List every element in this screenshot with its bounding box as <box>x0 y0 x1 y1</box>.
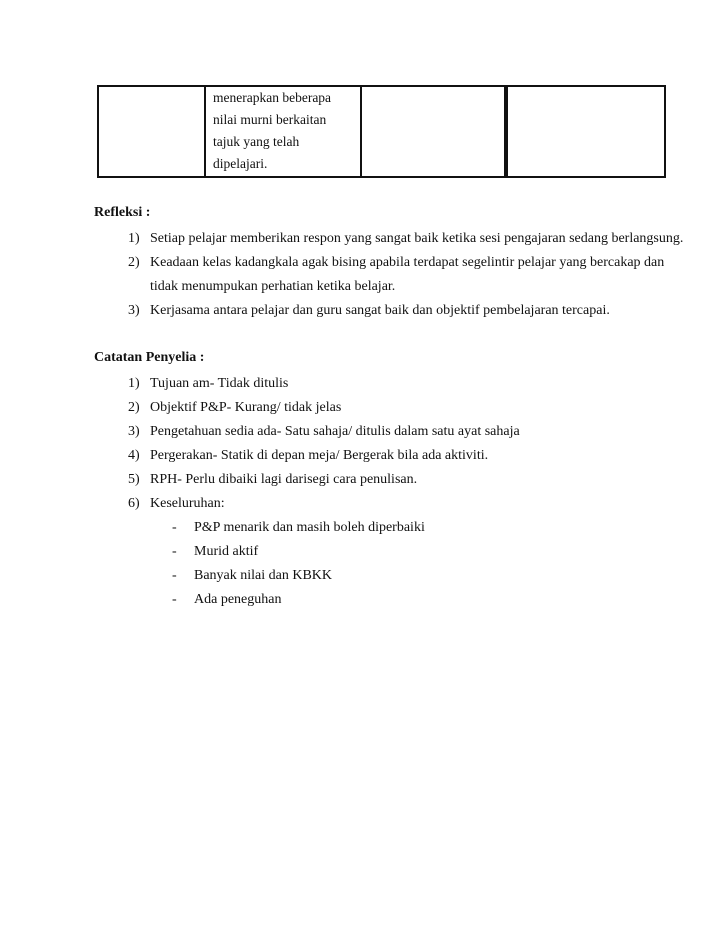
bullet-text: P&P menarik dan masih boleh diperbaiki <box>194 520 425 535</box>
table-column-divider <box>360 85 362 178</box>
list-number: 3) <box>128 424 140 439</box>
bullet-dash: - <box>172 568 177 583</box>
bullet-text: Banyak nilai dan KBKK <box>194 568 333 583</box>
catatan-heading: Catatan Penyelia : <box>94 350 205 365</box>
list-item <box>94 468 694 492</box>
list-item <box>94 396 694 420</box>
list-text: Pergerakan- Statik di depan meja/ Bergerak bila ada aktiviti. <box>150 448 489 463</box>
catatan-penyelia-section <box>94 346 694 612</box>
list-number: 1) <box>128 376 140 391</box>
list-text: Pengetahuan sedia ada- Satu sahaja/ ditulis dalam satu ayat sahaja <box>150 424 520 439</box>
list-text: Kerjasama antara pelajar dan guru sangat baik dan objektif pembelajaran tercapai. <box>150 303 610 318</box>
table-cell-line: dipelajari. <box>213 156 268 171</box>
table-cell-line: menerapkan beberapa <box>213 90 332 105</box>
bullet-item <box>94 564 694 588</box>
list-item <box>94 227 685 251</box>
list-text: RPH- Perlu dibaiki lagi darisegi cara penulisan. <box>150 472 418 487</box>
list-number: 3) <box>128 303 140 318</box>
list-item <box>94 420 694 444</box>
bullet-text: Ada peneguhan <box>194 592 282 607</box>
table-cell-line: tajuk yang telah <box>213 134 300 149</box>
list-text: Setiap pelajar memberikan respon yang sangat baik ketika sesi pengajaran sedang berlangsung. <box>150 231 684 246</box>
bullet-item <box>94 540 694 564</box>
refleksi-heading: Refleksi : <box>94 205 151 220</box>
list-item <box>94 372 694 396</box>
table-cell-line: nilai murni berkaitan <box>213 112 327 127</box>
evaluation-table <box>97 85 666 178</box>
table-column-divider <box>504 85 508 178</box>
table-cell-text <box>213 87 353 175</box>
list-item <box>94 444 694 468</box>
list-number: 5) <box>128 472 140 487</box>
bullet-text: Murid aktif <box>194 544 259 559</box>
list-item <box>94 492 694 516</box>
list-text: Tujuan am- Tidak ditulis <box>150 376 289 391</box>
refleksi-section <box>94 201 694 323</box>
bullet-dash: - <box>172 592 177 607</box>
list-text: Objektif P&P- Kurang/ tidak jelas <box>150 400 342 415</box>
table-column-divider <box>204 85 206 178</box>
list-number: 2) <box>128 400 140 415</box>
list-text: Keseluruhan: <box>150 496 225 511</box>
list-number: 4) <box>128 448 140 463</box>
list-item <box>94 299 710 323</box>
bullet-dash: - <box>172 544 177 559</box>
table-border <box>97 85 666 178</box>
list-text: Keadaan kelas kadangkala agak bising apabila terdapat segelintir pelajar yang bercakap dan tidak menumpukan perhatian ketika belajar. <box>150 255 665 294</box>
list-item <box>94 251 685 299</box>
bullet-dash: - <box>172 520 177 535</box>
list-number: 6) <box>128 496 140 511</box>
bullet-item <box>94 516 694 540</box>
list-number: 2) <box>128 255 140 270</box>
list-number: 1) <box>128 231 140 246</box>
bullet-item <box>94 588 694 612</box>
